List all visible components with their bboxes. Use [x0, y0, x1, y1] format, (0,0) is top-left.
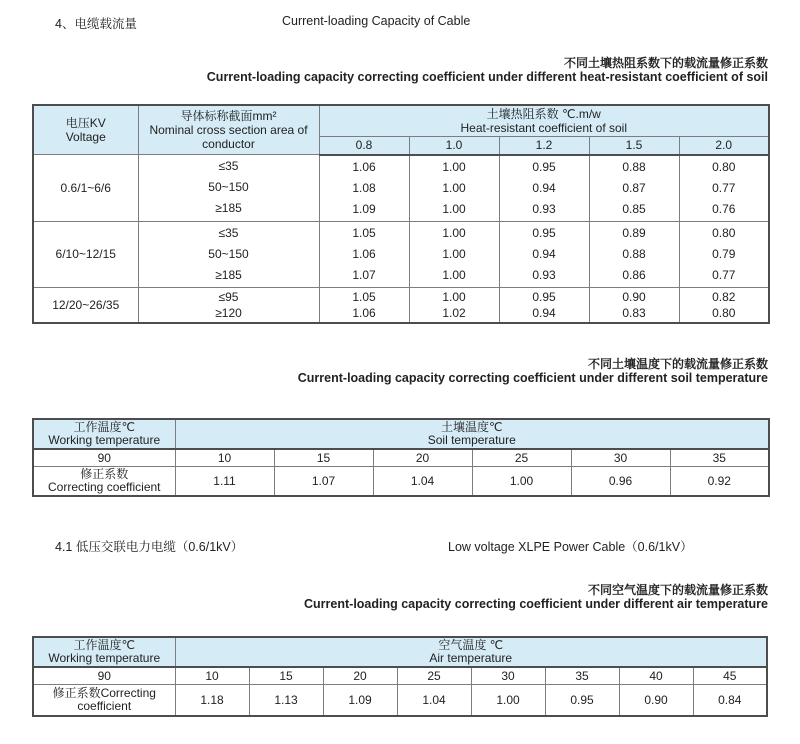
coeff-value: 0.79 [712, 246, 736, 261]
coeff-value: 1.00 [442, 201, 466, 216]
doc-section-title-en: Current-loading Capacity of Cable [282, 14, 471, 28]
cross-section-header-en2: conductor [202, 137, 255, 151]
value-cell [499, 221, 589, 287]
value-cell [589, 155, 679, 222]
working-temp-header [33, 419, 175, 449]
temp-value-cell: 35 [670, 449, 769, 467]
coeff-label-cell [33, 467, 175, 497]
value-cell [679, 287, 769, 323]
soil-temp-header-en: Soil temperature [427, 433, 516, 447]
value-cell [409, 221, 499, 287]
coeff-value: 1.09 [352, 201, 376, 216]
coeff-col-header: 1.2 [499, 137, 589, 155]
soil-temp-header-zh: 土壤温度℃ [441, 420, 503, 434]
soil-resistance-title-en: Current-loading capacity correcting coefficient under different heat-resistant coefficient of soil [206, 70, 768, 84]
coeff-value: 0.94 [532, 305, 556, 320]
heat-resistant-group-header [319, 105, 769, 137]
working-temp-header-en: Working temperature [48, 651, 161, 665]
coeff-value: 0.94 [532, 246, 556, 261]
doc-section-title-zh: 4、电缆载流量 [55, 17, 137, 31]
value-cell [679, 221, 769, 287]
correcting-coefficient-row [33, 685, 767, 716]
size-value: ≤35 [218, 159, 239, 174]
coeff-value: 0.95 [532, 159, 556, 174]
coefficient-cell: 1.13 [249, 685, 323, 716]
cross-section-header-en1: Nominal cross section area of [149, 123, 308, 137]
soil-temperature-table [32, 418, 770, 497]
table2-header-row [33, 419, 769, 449]
temp-value-cell: 35 [545, 667, 619, 685]
coeff-value: 0.87 [622, 180, 646, 195]
size-cell [138, 155, 319, 222]
size-value: 50~150 [208, 246, 249, 261]
coeff-value: 0.93 [532, 201, 556, 216]
voltage-group-row [33, 287, 769, 323]
size-value: ≤35 [218, 225, 239, 240]
coefficient-cell: 0.84 [693, 685, 767, 716]
voltage-header-zh: 电压KV [65, 116, 106, 130]
value-cell [409, 287, 499, 323]
coefficient-cell: 1.00 [471, 685, 545, 716]
size-value: ≥185 [215, 267, 242, 282]
value-cell [679, 155, 769, 222]
air-temp-header-en: Air temperature [429, 651, 513, 665]
coeff-value: 1.00 [442, 246, 466, 261]
coefficient-cell: 0.96 [571, 467, 670, 497]
coeff-value: 0.88 [622, 159, 646, 174]
coeff-value: 0.80 [712, 305, 736, 320]
coeff-value: 1.05 [352, 225, 376, 240]
soil-temperature-title-zh: 不同土壤温度下的载流量修正系数 [587, 357, 768, 371]
coeff-value: 1.07 [352, 267, 376, 282]
coeff-value: 1.06 [352, 305, 376, 320]
coeff-value: 0.85 [622, 201, 646, 216]
coeff-col-header: 2.0 [679, 137, 769, 155]
air-temperature-title-zh: 不同空气温度下的载流量修正系数 [587, 583, 768, 597]
correcting-coefficient-row [33, 467, 769, 497]
soil-resistance-title-zh: 不同土壤热阻系数下的载流量修正系数 [563, 56, 768, 70]
table1-header-row [33, 105, 769, 137]
temp-value-cell: 20 [373, 449, 472, 467]
cross-section-column-header [138, 105, 319, 155]
coefficient-cell: 1.18 [175, 685, 249, 716]
temp-value-cell: 15 [274, 449, 373, 467]
coeff-value: 0.80 [712, 225, 736, 240]
temp-value-cell: 25 [397, 667, 471, 685]
coefficient-cell: 1.07 [274, 467, 373, 497]
coeff-label-zh: 修正系数 [80, 467, 129, 481]
temp-value-cell: 30 [471, 667, 545, 685]
value-cell [409, 155, 499, 222]
soil-temp-group-header [175, 419, 769, 449]
coeff-value: 0.95 [532, 289, 556, 304]
size-value: ≥185 [215, 201, 242, 216]
working-temp-header [33, 637, 175, 667]
coeff-value: 0.93 [532, 267, 556, 282]
coefficient-cell: 1.09 [323, 685, 397, 716]
coeff-value: 1.06 [352, 246, 376, 261]
voltage-cell: 12/20~26/35 [33, 287, 138, 323]
air-temperature-section-titles [32, 583, 768, 611]
coeff-value: 0.94 [532, 180, 556, 195]
temp-value-cell: 25 [472, 449, 571, 467]
coeff-value: 1.00 [442, 289, 466, 304]
coeff-value: 0.82 [712, 289, 736, 304]
coeff-col-header: 0.8 [319, 137, 409, 155]
heat-resistant-header-zh: 土壤热阻系数 ℃.m/w [486, 107, 601, 121]
coeff-value: 1.00 [442, 225, 466, 240]
temperature-values-row [33, 667, 767, 685]
temp-value-cell: 15 [249, 667, 323, 685]
air-temp-header-zh: 空气温度 ℃ [438, 638, 504, 652]
voltage-group-row [33, 221, 769, 287]
working-temp-header-zh: 工作温度℃ [73, 420, 135, 434]
coeff-value: 0.80 [712, 159, 736, 174]
value-cell [319, 155, 409, 222]
table3-header-row [33, 637, 767, 667]
temp-value-cell: 10 [175, 667, 249, 685]
value-cell [319, 221, 409, 287]
coeff-value: 1.00 [442, 267, 466, 282]
voltage-column-header [33, 105, 138, 155]
size-value: 50~150 [208, 180, 249, 195]
soil-temperature-section-titles [32, 357, 768, 385]
coefficient-cell: 0.95 [545, 685, 619, 716]
working-temp-header-zh: 工作温度℃ [73, 638, 135, 652]
coeff-value: 0.95 [532, 225, 556, 240]
size-cell [138, 287, 319, 323]
working-temp-header-en: Working temperature [48, 433, 161, 447]
coeff-value: 1.08 [352, 180, 376, 195]
coefficient-cell: 0.92 [670, 467, 769, 497]
coefficient-cell: 1.00 [472, 467, 571, 497]
coeff-value: 0.86 [622, 267, 646, 282]
working-temp-value: 90 [33, 449, 175, 467]
size-value: ≤95 [218, 289, 239, 304]
coeff-value: 1.00 [442, 180, 466, 195]
subsection-title-zh: 4.1 低压交联电力电缆（0.6/1kV） [55, 540, 244, 554]
coeff-col-header: 1.0 [409, 137, 499, 155]
coefficient-cell: 1.11 [175, 467, 274, 497]
coeff-value: 0.89 [622, 225, 646, 240]
voltage-group-row [33, 155, 769, 222]
value-cell [589, 287, 679, 323]
coefficient-cell: 1.04 [397, 685, 471, 716]
coeff-label-cell: 修正系数Correcting coefficient [33, 685, 175, 716]
size-value: ≥120 [215, 305, 242, 320]
cross-section-header-zh: 导体标称截面mm² [180, 109, 277, 123]
soil-resistance-section-titles [32, 56, 768, 84]
coeff-value: 1.00 [442, 159, 466, 174]
value-cell [499, 155, 589, 222]
soil-resistance-table [32, 104, 770, 324]
coefficient-cell: 0.90 [619, 685, 693, 716]
temperature-values-row [33, 449, 769, 467]
air-temperature-title-en: Current-loading capacity correcting coefficient under different air temperature [304, 597, 768, 611]
coeff-value: 0.77 [712, 267, 736, 282]
heat-resistant-header-en: Heat-resistant coefficient of soil [460, 121, 628, 135]
air-temp-group-header [175, 637, 767, 667]
voltage-cell: 0.6/1~6/6 [33, 155, 138, 222]
coeff-value: 0.90 [622, 289, 646, 304]
voltage-header-en: Voltage [65, 130, 106, 144]
soil-temperature-title-en: Current-loading capacity correcting coefficient under different soil temperature [297, 371, 768, 385]
coeff-col-header: 1.5 [589, 137, 679, 155]
working-temp-value: 90 [33, 667, 175, 685]
coeff-value: 1.05 [352, 289, 376, 304]
coeff-label-en: Correcting coefficient [48, 480, 161, 494]
temp-value-cell: 45 [693, 667, 767, 685]
temp-value-cell: 20 [323, 667, 397, 685]
coeff-value: 1.06 [352, 159, 376, 174]
voltage-cell: 6/10~12/15 [33, 221, 138, 287]
coeff-value: 0.88 [622, 246, 646, 261]
coeff-value: 0.83 [622, 305, 646, 320]
coeff-value: 1.02 [442, 305, 466, 320]
temp-value-cell: 40 [619, 667, 693, 685]
coeff-value: 0.76 [712, 201, 736, 216]
temp-value-cell: 30 [571, 449, 670, 467]
value-cell [499, 287, 589, 323]
value-cell [589, 221, 679, 287]
size-cell [138, 221, 319, 287]
air-temperature-table [32, 636, 768, 717]
subsection-title-en: Low voltage XLPE Power Cable（0.6/1kV） [448, 540, 693, 554]
coeff-value: 0.77 [712, 180, 736, 195]
temp-value-cell: 10 [175, 449, 274, 467]
coefficient-cell: 1.04 [373, 467, 472, 497]
value-cell [319, 287, 409, 323]
